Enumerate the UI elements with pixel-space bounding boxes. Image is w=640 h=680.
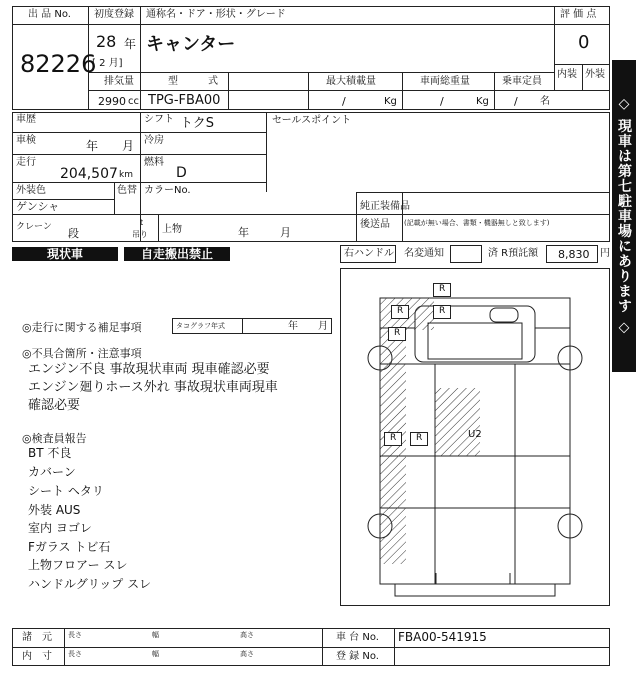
damage-marker-r-label: R: [390, 433, 397, 443]
retrofit-note: (記載が無い場合、書類・機器無しと致します): [404, 219, 550, 227]
chassis-number: FBA00-541915: [398, 630, 487, 644]
capacity-label: 乗車定員: [502, 76, 542, 87]
defect-line-2: エンジン廻りホース外れ 事故現状車両現車: [28, 380, 278, 395]
u2-label: U2: [468, 429, 482, 440]
type-label: 型 式: [168, 76, 218, 87]
crane-t: t: [140, 218, 144, 227]
yen-unit: 円: [600, 248, 610, 259]
model-label: 通称名・ドア・形状・グレード: [146, 9, 286, 20]
width-label-1: 幅: [152, 631, 159, 639]
chassis-label: 車 台 No.: [336, 632, 379, 643]
damage-marker-r-label: R: [397, 306, 404, 316]
no-self-drive-badge: 自走搬出禁止: [124, 247, 230, 261]
tach-year: 年: [288, 321, 298, 332]
recycle-amount: 8,830: [558, 248, 590, 261]
inspector-line-8: ハンドルグリップ スレ: [28, 577, 152, 591]
standard-equipment-label: 純正装備品: [360, 201, 410, 212]
gross-weight-label: 車両総重量: [420, 76, 470, 87]
width-label-2: 幅: [152, 650, 159, 658]
mileage: 204,507: [60, 166, 118, 182]
first-reg-year: 28: [96, 32, 117, 51]
cooler-label: 冷房: [144, 135, 164, 146]
upper-year: 年: [238, 226, 249, 239]
inspection-label: 車検: [16, 135, 36, 146]
defect-line-1: エンジン不良 事故現状車両 現車確認必要: [28, 362, 270, 377]
crane-hook: 吊り: [132, 230, 148, 239]
color-code-label: カラーNo.: [144, 185, 191, 196]
naisun-label: 内 寸: [22, 651, 52, 662]
inspector-line-5: 室内 ヨゴレ: [28, 521, 92, 535]
recycle-label: 済 R預託額: [488, 248, 539, 259]
crane-label: クレーン: [16, 222, 52, 232]
inspection-month: 月: [122, 139, 135, 153]
interior-label: 内装: [557, 69, 577, 80]
defects-title: ◎不具合箇所・注意事項: [22, 347, 142, 360]
color: ゲンシャ: [16, 200, 60, 213]
parking-notice: ◇ 現車は第七駐車場にあります ◇: [612, 60, 636, 372]
registration-label: 登 録 No.: [336, 651, 379, 662]
defect-line-3: 確認必要: [28, 398, 81, 413]
kg-unit-1: Kg: [384, 96, 397, 107]
max-load-label: 最大積載量: [326, 76, 376, 87]
damage-marker-r-label: R: [416, 433, 423, 443]
height-label-1: 高さ: [240, 631, 254, 639]
sales-points-label: セールスポイント: [272, 115, 352, 126]
damage-marker-r-label: R: [439, 284, 446, 294]
history-label: 車歴: [16, 114, 36, 125]
color-label: 外装色: [16, 185, 46, 196]
supplement-title: ◎走行に関する補足事項: [22, 321, 142, 334]
inspector-line-1: BT 不良: [28, 446, 72, 460]
cc-unit: cc: [128, 96, 139, 107]
inspector-title: ◎検査員報告: [22, 432, 87, 445]
crane-dan: 段: [68, 227, 79, 240]
first-reg-label: 初度登録: [94, 9, 134, 20]
inspector-line-7: 上物フロアー スレ: [28, 558, 128, 572]
first-reg-month: [ 2 月]: [92, 58, 123, 69]
inspector-line-3: シート ヘタリ: [28, 484, 104, 498]
lot-no: 82226: [20, 50, 97, 78]
kg-unit-2: Kg: [476, 96, 489, 107]
right-handle-label: 右ハンドル: [344, 248, 394, 259]
name-change-label: 名変通知: [404, 248, 444, 259]
gross-weight: /: [440, 95, 444, 108]
max-load: /: [342, 95, 346, 108]
current-condition-badge: 現状車: [12, 247, 118, 261]
year-unit: 年: [124, 37, 137, 51]
exterior-label: 外装: [585, 69, 605, 80]
capacity-unit: 名: [540, 96, 550, 107]
height-label-2: 高さ: [240, 650, 254, 658]
shogen-label: 諸 元: [22, 632, 52, 643]
upper-month: 月: [280, 226, 291, 239]
color-change-label: 色替: [117, 185, 137, 196]
score-label: 評 価 点: [560, 9, 597, 20]
fuel: D: [176, 165, 187, 181]
mileage-label: 走行: [16, 157, 36, 168]
fuel-label: 燃料: [144, 157, 164, 168]
tachograph-label: タコグラフ年式: [176, 322, 225, 330]
length-label-1: 長さ: [68, 631, 82, 639]
displacement: 2990: [98, 95, 126, 108]
damage-marker-r-label: R: [394, 328, 401, 338]
displacement-label: 排気量: [104, 76, 134, 87]
lot-no-label: 出 品 No.: [28, 9, 71, 20]
inspector-line-4: 外装 AUS: [28, 503, 81, 517]
inspection-year: 年: [86, 139, 99, 153]
shift-label: シフト: [144, 114, 174, 125]
length-label-2: 長さ: [68, 650, 82, 658]
capacity: /: [514, 95, 518, 108]
type-code: TPG-FBA00: [148, 93, 221, 108]
inspector-line-2: カバーン: [28, 465, 76, 479]
upper-label: 上物: [162, 224, 182, 235]
name-change-box: [450, 245, 482, 263]
score: 0: [578, 32, 590, 53]
model-name: キャンター: [146, 34, 236, 55]
km-unit: km: [119, 170, 133, 180]
damage-marker-r-label: R: [439, 306, 446, 316]
tach-month: 月: [318, 321, 328, 332]
retrofit-label: 後送品: [360, 219, 390, 230]
shift: トクS: [180, 116, 214, 131]
inspector-line-6: Fガラス トビ石: [28, 540, 111, 554]
